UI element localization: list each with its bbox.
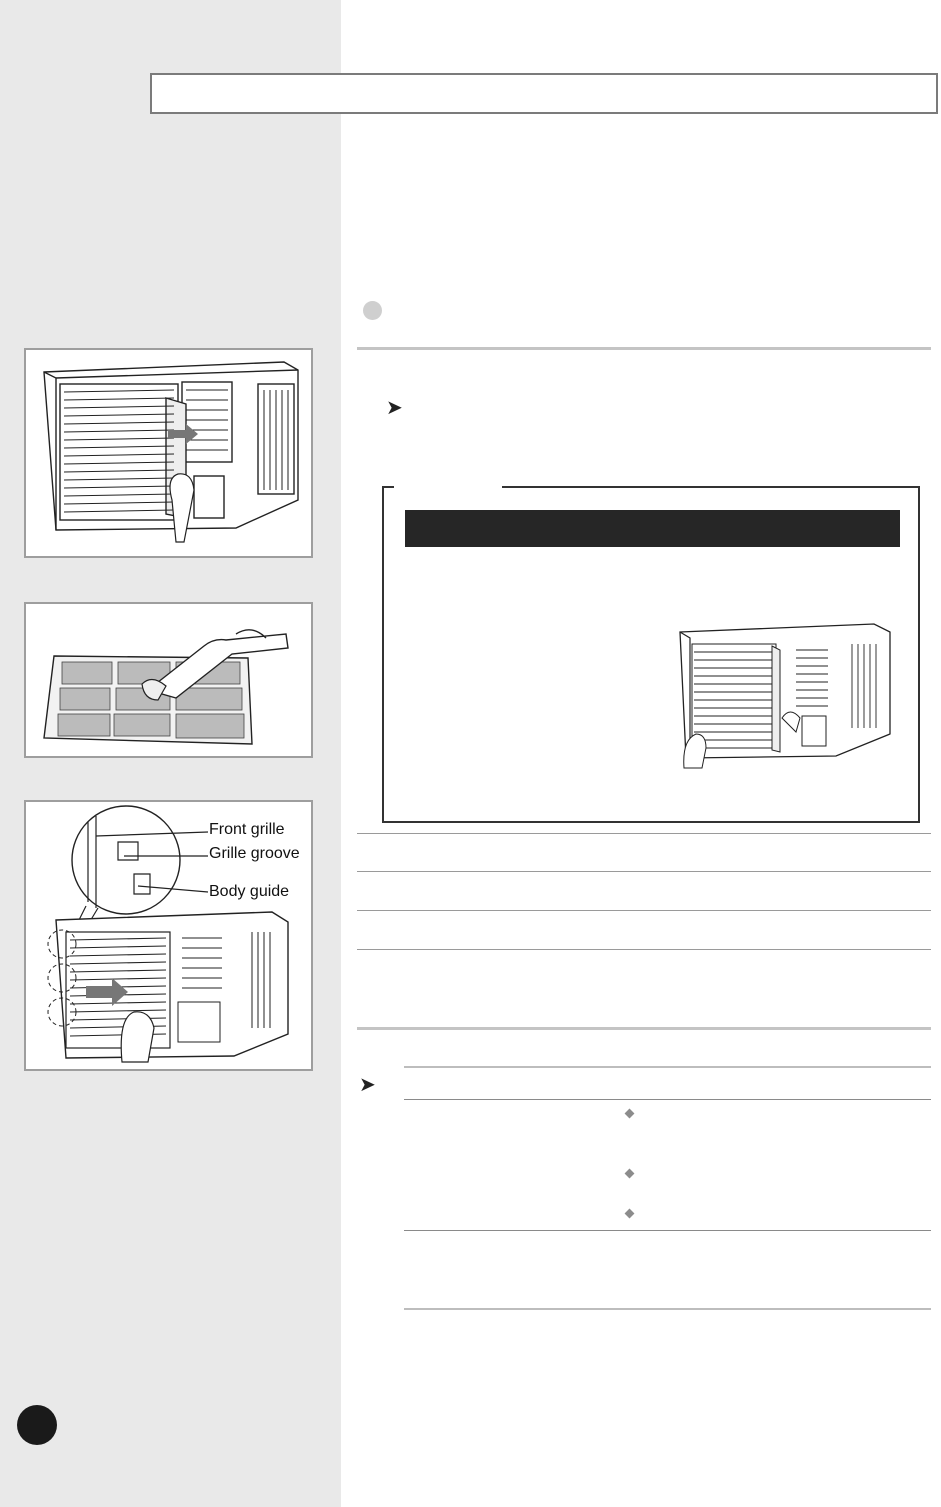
- table-rule-bottom: [404, 1308, 931, 1310]
- table-rule-top: [404, 1066, 931, 1068]
- step-divider-4: [357, 949, 931, 950]
- figure-grille-attach: [24, 800, 313, 1071]
- grille-open-illustration: [672, 622, 896, 772]
- filled-circle-icon: [17, 1405, 57, 1445]
- arrow-right-icon: ➤: [359, 1074, 376, 1096]
- callout-grille-groove: Grille groove: [209, 845, 300, 862]
- diamond-icon: [625, 1169, 635, 1179]
- step-divider-3: [357, 910, 931, 911]
- page-title-bar: [150, 73, 938, 114]
- circle-bullet-icon: [363, 301, 382, 320]
- caution-box-tab: [394, 482, 502, 490]
- vacuum-filter-illustration: [26, 604, 311, 756]
- step-divider-2: [357, 871, 931, 872]
- callout-body-guide: Body guide: [209, 883, 290, 900]
- section-divider: [357, 347, 931, 350]
- figure-filter-removal: [24, 348, 313, 558]
- caution-header-bar: [405, 510, 900, 547]
- diamond-icon: [625, 1209, 635, 1219]
- step-divider-1: [357, 833, 931, 834]
- diamond-icon: [625, 1109, 635, 1119]
- ac-unit-filter-illustration: [26, 350, 311, 556]
- figure-filter-vacuum: [24, 602, 313, 758]
- arrow-right-icon: ➤: [386, 397, 403, 419]
- table-rule-row: [404, 1230, 931, 1231]
- figure-grille-open: [672, 622, 896, 772]
- table-rule-header: [404, 1099, 931, 1100]
- section-divider-lower: [357, 1027, 931, 1030]
- grille-attach-illustration: [26, 802, 311, 1069]
- callout-front-grille: Front grille: [209, 821, 285, 838]
